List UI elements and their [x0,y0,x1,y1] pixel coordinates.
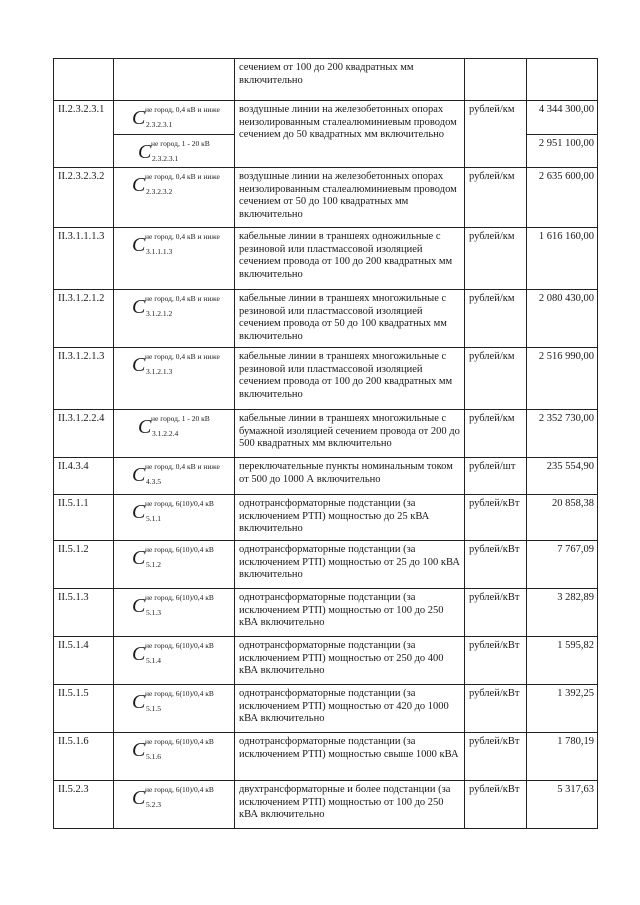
row-value: 235 554,90 [527,458,598,495]
rate-symbol: C не город, 1 - 20 кВ 2.3.2.3.1 [138,139,210,163]
rate-symbol: C не город, 0,4 кВ и ниже 2.3.2.3.2 [132,172,220,196]
rate-symbol-cell [114,637,235,685]
table-row [54,685,598,733]
table-row [54,781,598,829]
rate-symbol-subscript: 3.1.2.1.3 [146,367,173,376]
tariff-table-body [54,59,598,829]
row-description: кабельные линии в траншеях многожильные с резиновой или пластмассовой изоляцией сечением провода от 100 до 200 квадратных мм включительно [235,348,465,410]
row-code: II.3.1.1.1.3 [54,228,114,290]
rate-symbol: C не город, 1 - 20 кВ 3.1.2.2.4 [138,414,210,438]
rate-symbol-cell [114,733,235,781]
rate-symbol-subscript: 5.1.5 [146,704,161,713]
row-description: однотрансформаторные подстанции (за исключением РТП) мощностью до 25 кВА включительно [235,495,465,541]
rate-symbol: C не город, 6(10)/0,4 кВ 5.1.5 [132,689,214,713]
row-value [527,59,598,101]
row-unit: рублей/км [465,101,527,168]
row-unit: рублей/км [465,290,527,348]
table-row [54,733,598,781]
rate-symbol: C не город, 6(10)/0,4 кВ 5.1.3 [132,593,214,617]
rate-symbol-superscript: не город, 0,4 кВ и ниже [145,232,220,241]
rate-symbol-superscript: не город, 6(10)/0,4 кВ [145,593,214,602]
table-row [54,290,598,348]
row-unit: рублей/кВт [465,495,527,541]
row-code: II.5.1.3 [54,589,114,637]
table-row [54,348,598,410]
rate-symbol-superscript: не город, 6(10)/0,4 кВ [145,545,214,554]
row-code: II.5.1.5 [54,685,114,733]
rate-symbol-superscript: не город, 6(10)/0,4 кВ [145,641,214,650]
row-unit: рублей/кВт [465,541,527,589]
rate-symbol-cell [114,135,235,168]
table-row [54,589,598,637]
row-unit: рублей/кВт [465,589,527,637]
rate-symbol-superscript: не город, 0,4 кВ и ниже [145,172,220,181]
rate-symbol-superscript: не город, 0,4 кВ и ниже [145,105,220,114]
row-code: II.5.2.3 [54,781,114,829]
rate-symbol-cell [114,290,235,348]
row-code: II.5.1.1 [54,495,114,541]
table-row [54,101,598,135]
rate-symbol: C не город, 0,4 кВ и ниже 4.3.5 [132,462,220,486]
row-unit: рублей/км [465,348,527,410]
row-unit: рублей/кВт [465,637,527,685]
row-unit: рублей/км [465,228,527,290]
row-unit: рублей/км [465,168,527,228]
rate-symbol-superscript: не город, 6(10)/0,4 кВ [145,737,214,746]
rate-symbol: C не город, 6(10)/0,4 кВ 5.1.6 [132,737,214,761]
table-row [54,637,598,685]
rate-symbol: C не город, 0,4 кВ и ниже 3.1.2.1.3 [132,352,220,376]
row-code: II.2.3.2.3.2 [54,168,114,228]
rate-symbol-subscript: 5.1.3 [146,608,161,617]
rate-symbol-superscript: не город, 6(10)/0,4 кВ [145,785,214,794]
row-unit: рублей/кВт [465,733,527,781]
row-unit: рублей/шт [465,458,527,495]
tariff-table [53,58,598,829]
row-code: II.5.1.2 [54,541,114,589]
row-code: II.3.1.2.2.4 [54,410,114,458]
rate-symbol-cell [114,101,235,135]
row-value: 5 317,63 [527,781,598,829]
rate-symbol-subscript: 3.1.2.1.2 [146,309,173,318]
rate-symbol-subscript: 5.2.3 [146,800,161,809]
table-row [54,168,598,228]
rate-symbol-cell [114,589,235,637]
table-row [54,541,598,589]
row-description: воздушные линии на железобетонных опорах неизолированным сталеалюминиевым проводом сечением до 50 квадратных мм включительно [235,101,465,168]
row-value: 2 080 430,00 [527,290,598,348]
table-row [54,228,598,290]
rate-symbol-cell [114,348,235,410]
rate-symbol-superscript: не город, 0,4 кВ и ниже [145,462,220,471]
row-value: 1 616 160,00 [527,228,598,290]
rate-symbol-superscript: не город, 0,4 кВ и ниже [145,352,220,361]
row-description: сечением от 100 до 200 квадратных мм включительно [235,59,465,101]
row-value: 2 352 730,00 [527,410,598,458]
row-code: II.3.1.2.1.3 [54,348,114,410]
row-description: однотрансформаторные подстанции (за исключением РТП) мощностью свыше 1000 кВА [235,733,465,781]
row-description: однотрансформаторные подстанции (за исключением РТП) мощностью от 100 до 250 кВА включительно [235,589,465,637]
rate-symbol: C не город, 6(10)/0,4 кВ 5.1.4 [132,641,214,665]
row-description: однотрансформаторные подстанции (за исключением РТП) мощностью от 420 до 1000 кВА включительно [235,685,465,733]
rate-symbol-subscript: 5.1.6 [146,752,161,761]
row-value: 20 858,38 [527,495,598,541]
row-description: кабельные линии в траншеях многожильные с резиновой или пластмассовой изоляцией сечением провода от 50 до 100 квадратных мм включительно [235,290,465,348]
row-code [54,59,114,101]
row-code: II.5.1.4 [54,637,114,685]
rate-symbol-subscript: 2.3.2.3.1 [152,154,179,163]
rate-symbol-cell [114,541,235,589]
rate-symbol-superscript: не город, 1 - 20 кВ [151,414,210,423]
row-value: 1 595,82 [527,637,598,685]
rate-symbol: C не город, 6(10)/0,4 кВ 5.1.1 [132,499,214,523]
rate-symbol-subscript: 2.3.2.3.2 [146,187,173,196]
rate-symbol-superscript: не город, 0,4 кВ и ниже [145,294,220,303]
row-value: 2 951 100,00 [527,135,598,168]
row-code: II.3.1.2.1.2 [54,290,114,348]
rate-symbol-subscript: 5.1.1 [146,514,161,523]
rate-symbol-superscript: не город, 6(10)/0,4 кВ [145,689,214,698]
rate-symbol-cell [114,228,235,290]
row-value: 1 780,19 [527,733,598,781]
rate-symbol-cell [114,781,235,829]
row-value: 7 767,09 [527,541,598,589]
rate-symbol: C не город, 0,4 кВ и ниже 2.3.2.3.1 [132,105,220,129]
table-row [54,495,598,541]
row-description: воздушные линии на железобетонных опорах неизолированным сталеалюминиевым проводом сечением от 50 до 100 квадратных мм включительно [235,168,465,228]
rate-symbol: C не город, 6(10)/0,4 кВ 5.1.2 [132,545,214,569]
row-code: II.2.3.2.3.1 [54,101,114,168]
row-value: 4 344 300,00 [527,101,598,135]
rate-symbol-cell [114,685,235,733]
rate-symbol-superscript: не город, 1 - 20 кВ [151,139,210,148]
rate-symbol-subscript: 3.1.1.1.3 [146,247,173,256]
table-row [54,410,598,458]
row-unit [465,59,527,101]
row-value: 1 392,25 [527,685,598,733]
rate-symbol-cell [114,495,235,541]
row-description: двухтрансформаторные и более подстанции (за исключением РТП) мощностью от 100 до 250 кВА включительно [235,781,465,829]
row-value: 3 282,89 [527,589,598,637]
rate-symbol-subscript: 5.1.4 [146,656,161,665]
rate-symbol: C не город, 0,4 кВ и ниже 3.1.1.1.3 [132,232,220,256]
rate-symbol-subscript: 4.3.5 [146,477,161,486]
table-row [54,59,598,101]
row-code: II.5.1.6 [54,733,114,781]
rate-symbol: C не город, 0,4 кВ и ниже 3.1.2.1.2 [132,294,220,318]
row-value: 2 635 600,00 [527,168,598,228]
row-unit: рублей/км [465,410,527,458]
rate-symbol-superscript: не город, 6(10)/0,4 кВ [145,499,214,508]
rate-symbol-subscript: 2.3.2.3.1 [146,120,173,129]
rate-symbol: C не город, 6(10)/0,4 кВ 5.2.3 [132,785,214,809]
row-description: однотрансформаторные подстанции (за исключением РТП) мощностью от 250 до 400 кВА включительно [235,637,465,685]
row-description: однотрансформаторные подстанции (за исключением РТП) мощностью от 25 до 100 кВА включительно [235,541,465,589]
rate-symbol-subscript: 3.1.2.2.4 [152,429,179,438]
rate-symbol-subscript: 5.1.2 [146,560,161,569]
row-unit: рублей/кВт [465,781,527,829]
row-description: кабельные линии в траншеях одножильные с резиновой или пластмассовой изоляцией сечением провода от 100 до 200 квадратных мм включительно [235,228,465,290]
rate-symbol-cell [114,410,235,458]
rate-symbol-cell [114,168,235,228]
row-code: II.4.3.4 [54,458,114,495]
rate-symbol-cell [114,59,235,101]
rate-symbol-cell [114,458,235,495]
row-description: кабельные линии в траншеях многожильные с бумажной изоляцией сечением провода от 200 до 500 квадратных мм включительно [235,410,465,458]
row-value: 2 516 990,00 [527,348,598,410]
row-description: переключательные пункты номинальным током от 500 до 1000 А включительно [235,458,465,495]
row-unit: рублей/кВт [465,685,527,733]
table-row [54,458,598,495]
